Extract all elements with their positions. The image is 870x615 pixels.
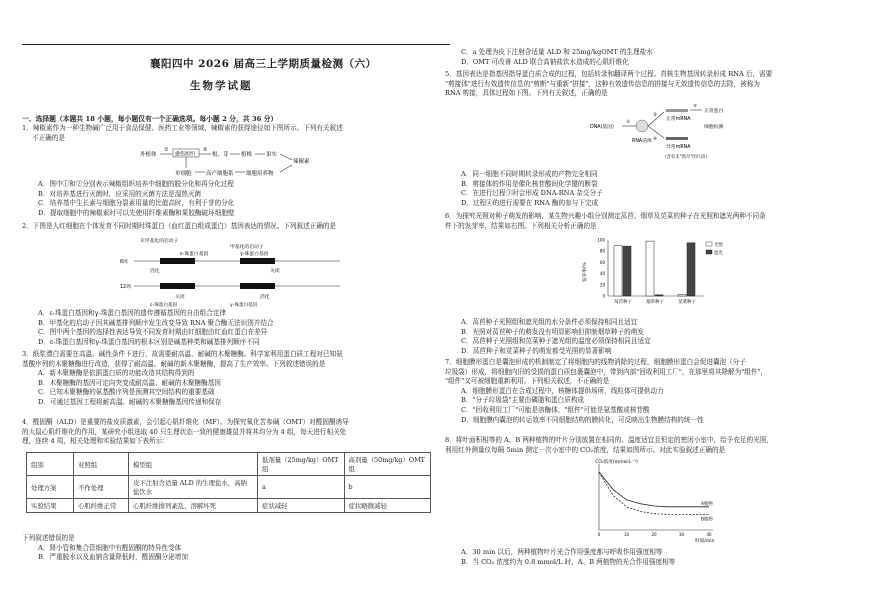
option: A．新木聚糖酶是依据蛋白质的功能改造其结构得到的 — [38, 369, 195, 378]
option: D．莴苣种子和苋菜种子的萌发都受光照的显著影响 — [461, 346, 612, 355]
option: B．光照对莴苣种子的萌发没有明显影响但抑制烟草种子的萌发 — [461, 327, 644, 336]
series-line — [599, 472, 709, 515]
option: D．可通过基因工程将耐高温、耐碱的木聚糖酶基因传递和保存 — [38, 397, 222, 406]
option: D．细胞膜内囊泡的转运效率不同细胞结构的膜转化，可反映出生物膜结构的统一性 — [461, 415, 704, 424]
fig-label: （含有未"剪尽"的片段） — [662, 155, 710, 160]
legend-swatch — [706, 250, 712, 254]
x-tick-label: 40 — [706, 532, 712, 537]
fig-label: ④ — [653, 137, 658, 142]
q8-stem-cont: 利用红外测量仪每隔 5min 测定一次小室中的 CO₂浓度，结果如图所示。对此实验叙述正确的是 — [445, 445, 726, 454]
fig-label: 外植体 — [140, 152, 157, 158]
q7-stem: 7．细胞膜形蛋白是囊泡形成的机制制定了将细胞内的线物消除的过程，细胞膜形蛋白会促进囊泡（分子 — [445, 358, 746, 366]
option: C．a 处理为皮下注射含适量 ALD 和 25mg/kgOMT 的生理盐水 — [461, 48, 653, 56]
q2-options — [22, 309, 440, 347]
table-header: 低剂量（25mg/kg）OMT组 — [258, 453, 345, 476]
fig-label: 正常蛋白 — [704, 109, 724, 114]
series-line — [599, 472, 709, 507]
q4-options-cont — [445, 48, 850, 67]
x-tick-label: 0 — [597, 532, 601, 537]
option: B．甲基化的启动子因其碱基排列顺序发生改变导致 RNA 聚合酶无法识别并结合 — [38, 318, 274, 327]
fig-label: γ-珠蛋白基因 — [230, 303, 258, 308]
option: D．OMT 可改善 ALD 联合高钠盐饮水造成的心肌纤维化 — [461, 57, 629, 66]
bar — [614, 246, 622, 296]
fig-label: DNA(基因) — [590, 125, 614, 130]
fig-label: γ-珠蛋白基因 — [240, 252, 269, 257]
option: C．已知木聚糖酶的氨基酸序列是预测其空间结构的重要基础 — [38, 388, 215, 397]
y-axis-label: CO₂浓度(mmol·L⁻¹) — [595, 460, 638, 465]
q8-options — [445, 548, 850, 567]
co2-line-chart — [585, 458, 725, 544]
option: C．培养基中生长素与细胞分裂素用量的比值高时，有利于芽的分化 — [38, 199, 235, 208]
option: B．对培养基进行灭菌时，应采用的灭菌方法是湿热灭菌 — [38, 189, 202, 198]
fig-label: 细胞培养物 — [246, 171, 274, 177]
fig-label: ε-珠蛋白基因 — [180, 252, 209, 257]
header-rule — [22, 44, 450, 45]
fig-label: 根、芽 — [212, 152, 229, 158]
bar — [678, 294, 686, 296]
option: A．30 min 以后，两种植物叶片光合作用强度都与呼吸作用强度相等 — [461, 548, 663, 556]
question-3 — [22, 350, 440, 408]
question-8 — [445, 436, 850, 455]
series-label: A植物 — [701, 501, 713, 507]
x-tick-label: 20 — [651, 532, 657, 537]
fig-label: 甲基化的启动子 — [230, 245, 264, 250]
q1-stem: 1．辣椒素作为一种生物碱广泛用于食品保健、医药工业等领域，辣椒素的获得途径如下图所示。下列有关叙述 — [22, 124, 343, 132]
q4-table — [26, 452, 431, 513]
legend-swatch — [706, 242, 712, 246]
option: B．当 CO₂ 浓度约为 0.8 mmol/L 时，A、B 两植物的光合作用强度相等 — [461, 557, 676, 566]
y-tick-label: 20 — [599, 282, 605, 288]
fig-label: 单细胞 — [175, 171, 192, 177]
q2-figure — [120, 236, 350, 308]
question-1 — [22, 124, 440, 143]
table-row — [27, 476, 431, 499]
table-cell: 心肌纤维正常 — [74, 499, 129, 513]
q5-figure — [590, 104, 750, 166]
fig-label: 6周 — [120, 260, 128, 265]
exam-title: 襄阳四中 2026 届高三上学期质量检测（六） — [150, 58, 377, 70]
fig-label: 关闭 — [270, 269, 280, 274]
q7-stem-cont: 垃圾袋）形成，将细胞内旧的受损的蛋白质包裹囊泡中，带到内部"回收利用工厂"，在那里将其降解为"组件"， — [445, 367, 768, 376]
q1-figure — [140, 146, 340, 178]
q5-options — [445, 170, 850, 208]
q3-stem-cont: 基酸序列的木聚糖酶进行改造，获得了耐高温、耐碱的新木聚糖酶，提高了生产效率。下列叙述错误的是 — [22, 359, 326, 368]
fig-label: 果实 — [266, 152, 278, 158]
exam-subtitle: 生物学试题 — [190, 80, 253, 92]
fig-label: 关闭 — [175, 295, 185, 300]
fig-label: 辣椒素 — [293, 159, 310, 165]
option: C．图中两个基因的选择性表达导致不同发育时期由红细胞由红血红蛋白在差异 — [38, 328, 268, 337]
x-tick-label: 30 — [678, 532, 685, 537]
q5-stem: 5．基因表达是指基因指导蛋白质合成的过程，包括转录和翻译两个过程。真核生物基因转录形成 RNA 后，需要 — [445, 70, 773, 78]
fig-label: 12周 — [120, 285, 131, 290]
table-row — [27, 499, 431, 513]
fig-label: 未甲基化的启动子 — [140, 239, 179, 244]
section-heading: 一、选择题（本题共 18 小题，每小题仅有一个正确选项。每小题 2 分，共 36 分） — [22, 115, 278, 123]
q1-stem-cont: 不正确的是 — [32, 133, 65, 142]
germination-bar-chart — [580, 234, 730, 314]
table-cell: b — [344, 476, 431, 499]
option: A．莴苣种子光照组和遮光组的水分条件必须保持相同且适宜 — [461, 318, 638, 326]
table-cell: 实验结果 — [27, 499, 74, 513]
x-tick-label: 10 — [623, 532, 630, 537]
table-header: 模型组 — [129, 453, 258, 476]
y-tick-label: 40 — [599, 271, 605, 277]
fig-label: 异常mRNA — [666, 145, 691, 150]
bar — [646, 241, 654, 296]
option: A．ε-珠蛋白基因和γ-珠蛋白基因的遗传遵循基因的自由组合定律 — [38, 309, 227, 317]
fig-label: 植株 — [241, 152, 253, 158]
option: B．"分子垃圾袋"主要由磷脂和蛋白质构成 — [461, 396, 585, 405]
fig-label: 细胞检测 — [704, 125, 724, 130]
option: A．同一细胞不同时期转录形成的产物完全相同 — [461, 170, 598, 178]
q6-options — [445, 318, 850, 356]
table-cell: 皮下注射含适量 ALD 的生理盐水，高钠盐饮水 — [129, 476, 258, 499]
series-label: B植物 — [701, 517, 713, 523]
table-cell: a — [258, 476, 345, 499]
fig-label: ② — [653, 113, 658, 118]
question-2 — [22, 222, 440, 232]
bar — [623, 246, 631, 296]
q6-stem: 6．为探究光照对种子萌发的影响，某生物兴趣小组分别测定莴苣、烟草及苋菜的种子在光照和遮光两种不同条 — [445, 212, 766, 220]
q4-stem: 4．醛固酮（ALD）是重要的盐皮质激素，会引起心肌纤维化（MF）。为探究氧化苦参碱（OMT）对醛固酮诱导 — [22, 418, 349, 426]
fig-label: ③ — [693, 104, 698, 109]
q5-stem-cont: RNA 剪接，具体过程如下图。下列有关叙述，正确的是 — [445, 89, 608, 98]
question-5 — [445, 70, 850, 99]
q5-stem-cont: "剪接体"进行有效遗传信息的"剪断"与重新"拼接"，这种有效遗传信息的拼接与无效遗传信息的去除，被称为 — [445, 79, 760, 88]
q4-stem-cont: 理，连续 4 周，相关处理和实验结果如下表所示： — [22, 437, 169, 446]
option: D．提取细胞中的辣椒素时可以先使用纤维素酶和果胶酶破坏细胞壁 — [38, 208, 235, 217]
legend-label: 光照 — [714, 243, 723, 248]
y-axis-label: 发芽率/% — [583, 262, 588, 282]
table-cell: 症状减轻 — [258, 499, 345, 513]
bar — [655, 295, 663, 296]
q8-stem: 8．将叶面积相等的 A、B 两种植物的叶片分别放置在相同的、温度适宜且恒定的密闭小室中，给予充足的光照， — [445, 436, 773, 444]
option: D．过程④的进行需要在 RNA 酶的参与下完成 — [461, 198, 599, 207]
option: B．剪接体的作用是催化核苷酸间化学键的断裂 — [461, 179, 598, 188]
x-tick-label: 苋菜种子 — [678, 300, 696, 305]
q4-after-text: 下列叙述错误的是 — [22, 534, 75, 542]
q3-stem: 3．纸浆漂白需要在高温、碱性条件下进行，故需要耐高温、耐碱的木聚糖酶。科学家利用蛋白质工程对已知氨 — [22, 350, 343, 358]
y-tick-label: 100 — [597, 237, 605, 243]
table-header: 高剂量（50mg/kg）OMT组 — [344, 453, 431, 476]
option: D．ε-珠蛋白基因和γ-珠蛋白基因的根本区别是碱基种类和碱基排列顺序不同 — [38, 337, 260, 346]
table-row — [27, 453, 431, 476]
option: A．图中①和②分别表示辣椒组织培养中细胞的脱分化和再分化过程 — [38, 180, 234, 188]
y-tick-label: 0 — [602, 293, 605, 299]
fig-label: 活化 — [260, 295, 270, 300]
q4-after — [22, 534, 440, 563]
q2-stem: 2．下图是人红细胞在个体发育不同时期时珠蛋白（血红蛋白组成蛋白）基因表达的情况。下列叙述正确的是 — [22, 222, 337, 230]
y-tick-label: 60 — [599, 259, 605, 265]
option: C．莴苣种子光照组和苋菜种子遮光组的温度必须保持相同且适宜 — [461, 337, 651, 346]
question-4 — [22, 418, 440, 447]
table-cell: 处理方案 — [27, 476, 74, 499]
y-tick-label: 80 — [599, 248, 605, 254]
option: B．严重脱水以及血钠含量降低时，醛固酮分泌增加 — [38, 553, 188, 562]
fig-label: ② — [203, 147, 208, 153]
fig-label: 活化 — [150, 269, 160, 274]
table-cell: 心肌纤维排列紊乱，溶解坏死 — [129, 499, 258, 513]
fig-label: ① — [164, 147, 169, 153]
option: C．"回收利用工厂"可能是溶酶体，"组件"可能是氨基酸或核苷酸 — [461, 405, 650, 414]
x-tick-label: 烟草种子 — [646, 300, 664, 305]
q4-stem-cont: 的大鼠心肌纤维化的作用，某研究小组选取 40 只生理状态一致的健康雄鼠并将其均分为 4 组，每天进行相关处 — [22, 427, 347, 436]
option: A．细胞膜形蛋白在合成过程中，核糖体提供场所，线粒体可提供动力 — [461, 386, 664, 395]
option: B．木聚糖酶的基因可定向突变成耐高温、耐碱的木聚糖酶基因 — [38, 378, 221, 387]
fig-label: 愈伤组织 — [175, 151, 196, 158]
x-axis-label: 时间/min — [695, 539, 715, 544]
option: C．在进行过程③时会形成 DNA-RNA 杂交分子 — [461, 189, 603, 198]
table-cell: 不作处理 — [74, 476, 129, 499]
table-header: 组别 — [27, 453, 74, 476]
fig-label: ① — [626, 120, 631, 125]
x-tick-label: 莴苣种子 — [614, 300, 632, 305]
table-cell: 症状略微减轻 — [344, 499, 431, 513]
legend-label: 遮光 — [714, 251, 723, 256]
q1-options — [22, 180, 440, 218]
question-7 — [445, 358, 850, 425]
fig-label: 高产细胞系 — [206, 171, 234, 177]
bar — [687, 243, 695, 296]
q6-stem-cont: 件下的发芽率，结果如右图。下列相关分析正确的是 — [445, 221, 597, 230]
option: A．肾小管和集合管细胞中有醛固酮的特异性受体 — [38, 543, 182, 552]
fig-label: RNA前体 — [632, 139, 652, 144]
fig-label: 正常mRNA — [666, 117, 691, 122]
fig-label: ε-珠蛋白基因 — [150, 303, 178, 308]
table-header: 对照组 — [74, 453, 129, 476]
question-6 — [445, 212, 850, 231]
q7-stem-cont: "组件"又可被细胞重新利用。下列相关叙述，不正确的是 — [445, 377, 610, 386]
